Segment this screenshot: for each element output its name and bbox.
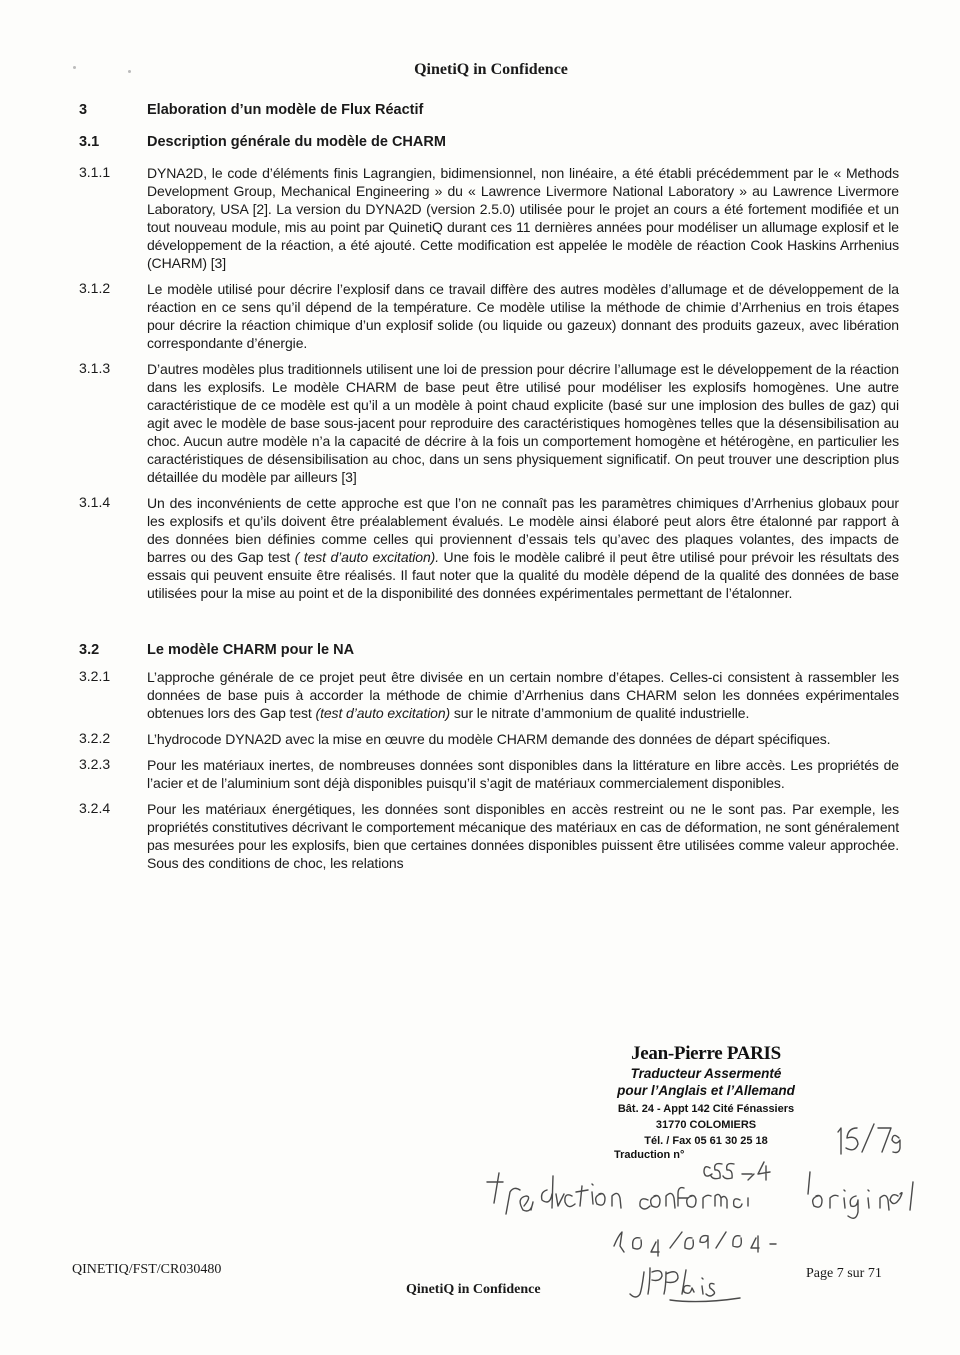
section-title: Description générale du modèle de CHARM: [147, 134, 446, 150]
paragraph-text: D’autres modèles plus traditionnels utilisent une loi de pression pour décrire l’allumage est le développement de la réaction dans les explosifs. Le modèle CHARM de base peut être utilisé pour modéliser les explosifs homogènes. Une autre caractéristique de ce modèle est qu’il a un modèle à point chaud explicite (basé sur une implosion des bulles de gaz) qui agit avec le modèle de base sous-jacent pour reproduire des caractéristiques homogènes telles que la désensibilisation au choc. Aucun autre modèle n’a la capacité de décrire à la fois un comportement homogène et hétérogène, en particulier les caractéristiques de désensibilisation au choc, dans un sens physiquement significatif. On peut trouver une description plus détaillée du modèle par ailleurs [3]: [147, 361, 899, 485]
section-number: 3.2: [79, 642, 100, 658]
text-run: Une fois le modèle calibré il peut être utilisé pour prévoir les résultats des essais qui peuvent ensuite être réalisés. Il faut noter que la qualité du modèle dépend de la qualité des données de base utilisées pour la mise au point et de la disponibilité des données expérimentales permettant de l’étalonner.: [147, 549, 899, 601]
stamp-role: Traducteur Assermenté: [630, 1066, 782, 1081]
stamp-name: Jean-Pierre PARIS: [631, 1043, 781, 1064]
text-run: Un des inconvénients de cette approche est que l’on ne connaît pas les paramètres chimiques d’Arrhenius globaux pour les explosifs et qu’ils doivent être préalablement évalués. Le modèle ainsi élaboré peut alors être étalonné par rapport à des données bien définies comme celles qui proviennent d’essais tels qu’avec des plaques volantes, des impacts de barres ou des Gap test: [147, 495, 899, 565]
italic-text: (test d’auto excitation): [315, 705, 451, 721]
footer-confidentiality: QinetiQ in Confidence: [406, 1282, 541, 1297]
handwritten-certification-line: [487, 1172, 913, 1218]
stamp-phone: Tél. / Fax 05 61 30 25 18: [644, 1135, 768, 1147]
paragraph-number: 3.1.4: [79, 494, 111, 510]
paragraph-number: 3.2.2: [79, 730, 111, 746]
stamp-address: 31770 COLOMIERS: [655, 1119, 757, 1131]
section-number: 3: [79, 102, 88, 118]
paragraph-text: DYNA2D, le code d’éléments finis Lagrangien, bidimensionnel, non linéaire, a été établi précédemment par le « Methods Development Group, Mechanical Engineering » du « Lawrence Livermore National Laboratory » au Lawrence Livermore Laboratory, USA [2]. La version du DYNA2D (version 2.5.0) utilisée pour le projet an cours a été fortement modifiée et un tout nouveau module, mis au point par QuinetiQ durant ces 11 dernières années pour modéliser un allumage explosif et le développement de la réaction, a été ajouté. Cette modification est appelée le modèle de réaction Cook Haskins Arrhenius (CHARM) [3]: [147, 165, 899, 271]
paragraph-text: L’hydrocode DYNA2D avec la mise en œuvre du modèle CHARM demande des données de départ spécifiques.: [147, 731, 831, 747]
handwritten-date: [614, 1232, 776, 1256]
section-title: Elaboration d’un modèle de Flux Réactif: [147, 102, 424, 118]
paragraph-number: 3.2.4: [79, 800, 111, 816]
paragraph-number: 3.2.3: [79, 756, 111, 772]
header-confidentiality: QinetiQ in Confidence: [414, 61, 568, 78]
paragraph-number: 3.2.1: [79, 668, 111, 684]
paragraph-number: 3.1.1: [79, 164, 111, 180]
italic-text: ( test d’auto excitation).: [294, 549, 440, 565]
section-title: Le modèle CHARM pour le NA: [147, 642, 355, 658]
text-run: sur le nitrate d’ammonium de qualité industrielle.: [450, 705, 750, 721]
handwritten-page-fraction: [838, 1124, 900, 1154]
paragraph-text: Pour les matériaux énergétiques, les données sont disponibles en accès restreint ou ne le sont pas. Par exemple, les propriétés constitutives décrivant le comportement mécanique des matériaux en cas de déformation, ne sont généralement pas mesurées pour les explosifs, bien que certaines données disponibles puissent être utilisées comme valeur approchée. Sous des conditions de choc, les relations: [147, 801, 899, 871]
translation-number-text: 255-4: [705, 1178, 708, 1179]
paragraph-text: Le modèle utilisé pour décrire l’explosif dans ce travail diffère des autres modèles d’allumage et de développement de la réaction en ce sens qu’il dépend de la température. Ce modèle utilise la méthode de chimie d’Arrhenius en trois étapes pour décrire la réaction chimique d’un explosif solide (ou liquide ou gazeux) donnant des produits gazeux, avec libération correspondante d’énergie.: [147, 281, 899, 351]
stamp-address: Bât. 24 - Appt 142 Cité Fénassiers: [617, 1103, 795, 1115]
stamp-translation-label: Traduction n°: [614, 1149, 685, 1161]
paragraph-text: Pour les matériaux inertes, de nombreuses données sont disponibles dans la littérature en libre accès. Les propriétés de l’acier et de l’aluminium sont déjà disponibles puisqu’il s’agit de matériaux commercialement disponibles.: [147, 757, 899, 791]
text-run: L’approche générale de ce projet peut être divisée en un certain nombre d’étapes. Celles-ci consistent à rassembler les données de base puis à accorder la méthode de chimie d’Arrhenius dans CHARM selon les données expérimentales obtenues lors des Gap test: [147, 669, 899, 721]
page-number: Page 7 sur 71: [806, 1266, 882, 1281]
section-number: 3.1: [79, 134, 100, 150]
handwritten-signature: [630, 1268, 740, 1302]
stamp-role: pour l’Anglais et l’Allemand: [617, 1083, 795, 1098]
paragraph-number: 3.1.3: [79, 360, 111, 376]
paragraph-number: 3.1.2: [79, 280, 111, 296]
handwritten-translation-number: [704, 1162, 770, 1180]
document-reference: QINETIQ/FST/CR030480: [72, 1262, 222, 1277]
